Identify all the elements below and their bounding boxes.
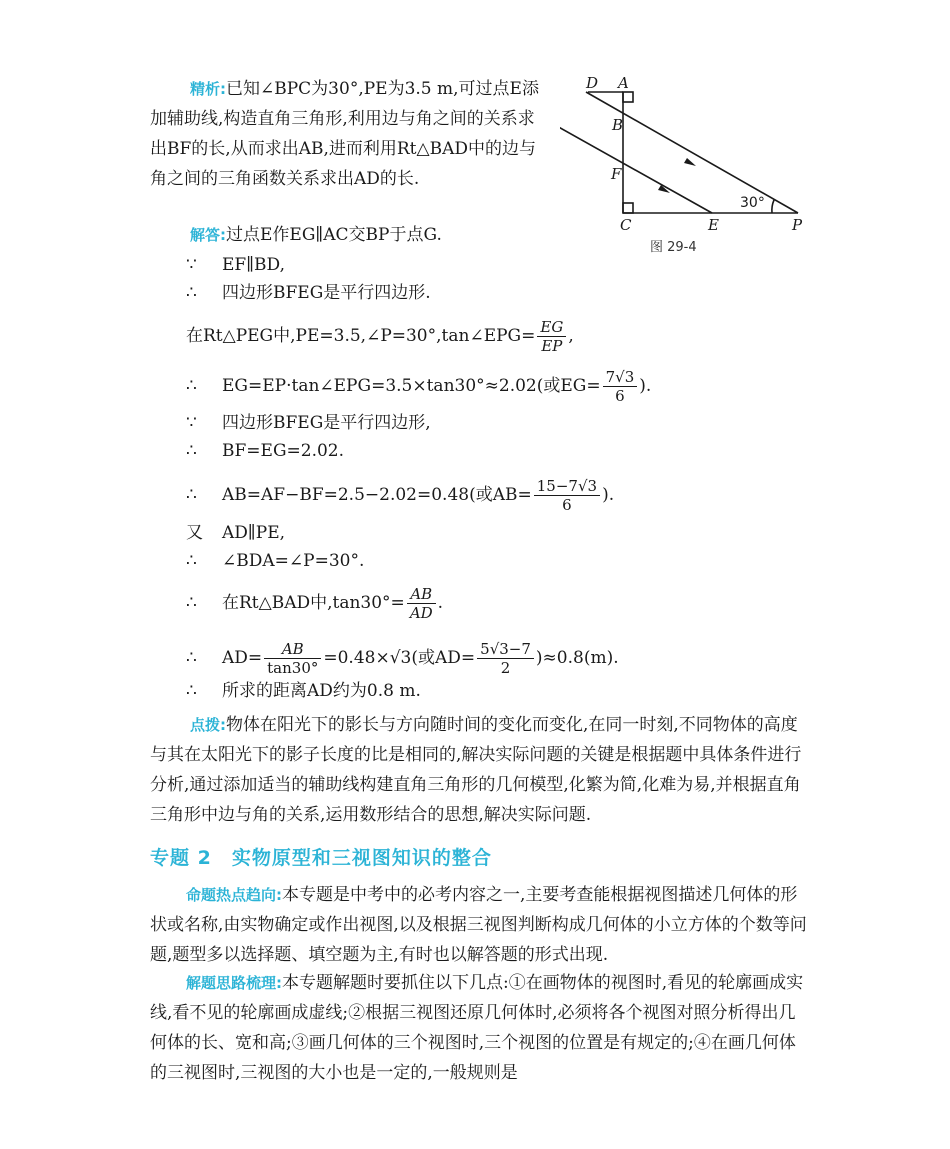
comment-text: 物体在阳光下的影长与方向随时间的变化而变化,在同一时刻,不同物体的高度与其在太阳光下的影子长度的比是相同的,解决实际问题的关键是根据题中具体条件进行分析,通过添加适当的辅助线构建直角三角形的几何模型,化繁为简,化难为易,并根据直角三角形中边与角的关系,运用数形结合的思想,解决实际问题. [150,715,802,825]
step-2: ∴ 四边形BFEG是平行四边形. [186,283,431,303]
step-9: ∴ ∠BDA=∠P=30°. [186,551,365,571]
analysis-text: 已知∠BPC为30°,PE为3.5 m,可过点E添加辅助线,构造直角三角形,利用边与角之间的关系求出BF的长,从而求出AB,进而利用Rt△BAD中的边与角之间的三角函数关系求出AD的长. [150,79,539,189]
comment-tag: 点拨: [190,716,226,734]
figure-caption: 图 29-4 [650,240,697,255]
step-6: ∴ BF=EG=2.02. [186,441,345,461]
label-F: F [611,165,622,183]
label-A: A [618,74,629,92]
ideas-paragraph [150,968,810,1088]
comment-paragraph [150,710,810,830]
solution-intro-text: 过点E作EG∥AC交BP于点G. [226,225,442,245]
step-4: ∴ EG=EP·tan∠EPG=3.5×tan30°≈2.02(或EG= $\frac{7√3}{6}$ ). [186,368,652,405]
step-5: ∵ 四边形BFEG是平行四边形, [186,413,431,433]
geometry-figure [560,70,820,260]
solution-tag: 解答: [190,226,226,244]
step-12: ∴ 所求的距离AD约为0.8 m. [186,681,421,701]
topic-heading: 专题 2 实物原型和三视图知识的整合 [150,847,492,869]
solution-intro [150,220,570,250]
step-1: ∵ EF∥BD, [186,255,285,275]
trend-tag: 命题热点趋向: [186,886,282,904]
step-11: ∴ AD= $\frac{AB}{\tan 30^\circ}$ =0.48×√3(或AD= $\frac{5√3-7}{2}$ )≈0.8(m). [186,640,619,677]
analysis-tag: 精析: [190,80,226,98]
step-7: ∴ AB=AF−BF=2.5−2.02=0.48(或AB= $\frac{15-7√3}{6}$ ). [186,477,615,514]
trend-paragraph [150,880,810,970]
label-D: D [586,74,599,92]
ideas-tag: 解题思路梳理: [186,974,282,992]
label-C: C [620,216,632,234]
step-3: 在Rt△PEG中,PE=3.5,∠P=30°,tan∠EPG= $\frac{EG}{EP}$ , [186,318,574,355]
label-E: E [708,216,719,234]
trend-text: 本专题是中考中的必考内容之一,主要考查能根据视图描述几何体的形状或名称,由实物确定或作出视图,以及根据三视图判断构成几何体的小立方体的个数等问题,题型多以选择题、填空题为主,有时也以解答题的形式出现. [150,885,807,965]
angle-label: 30° [740,195,765,211]
label-P: P [792,216,803,234]
analysis-paragraph [150,74,550,194]
step-10: ∴ 在Rt△BAD中,tan30°= $\frac{AB}{AD}$ . [186,585,444,622]
step-8: 又 AD∥PE, [186,523,286,543]
ideas-text: 本专题解题时要抓住以下几点:①在画物体的视图时,看见的轮廓画成实线,看不见的轮廓画成虚线;②根据三视图还原几何体时,必须将各个视图对照分析得出几何体的长、宽和高;③画几何体的三个视图时,三个视图的位置是有规定的;④在画几何体的三视图时,三视图的大小也是一定的,一般规则是 [150,973,804,1083]
label-B: B [612,116,624,134]
